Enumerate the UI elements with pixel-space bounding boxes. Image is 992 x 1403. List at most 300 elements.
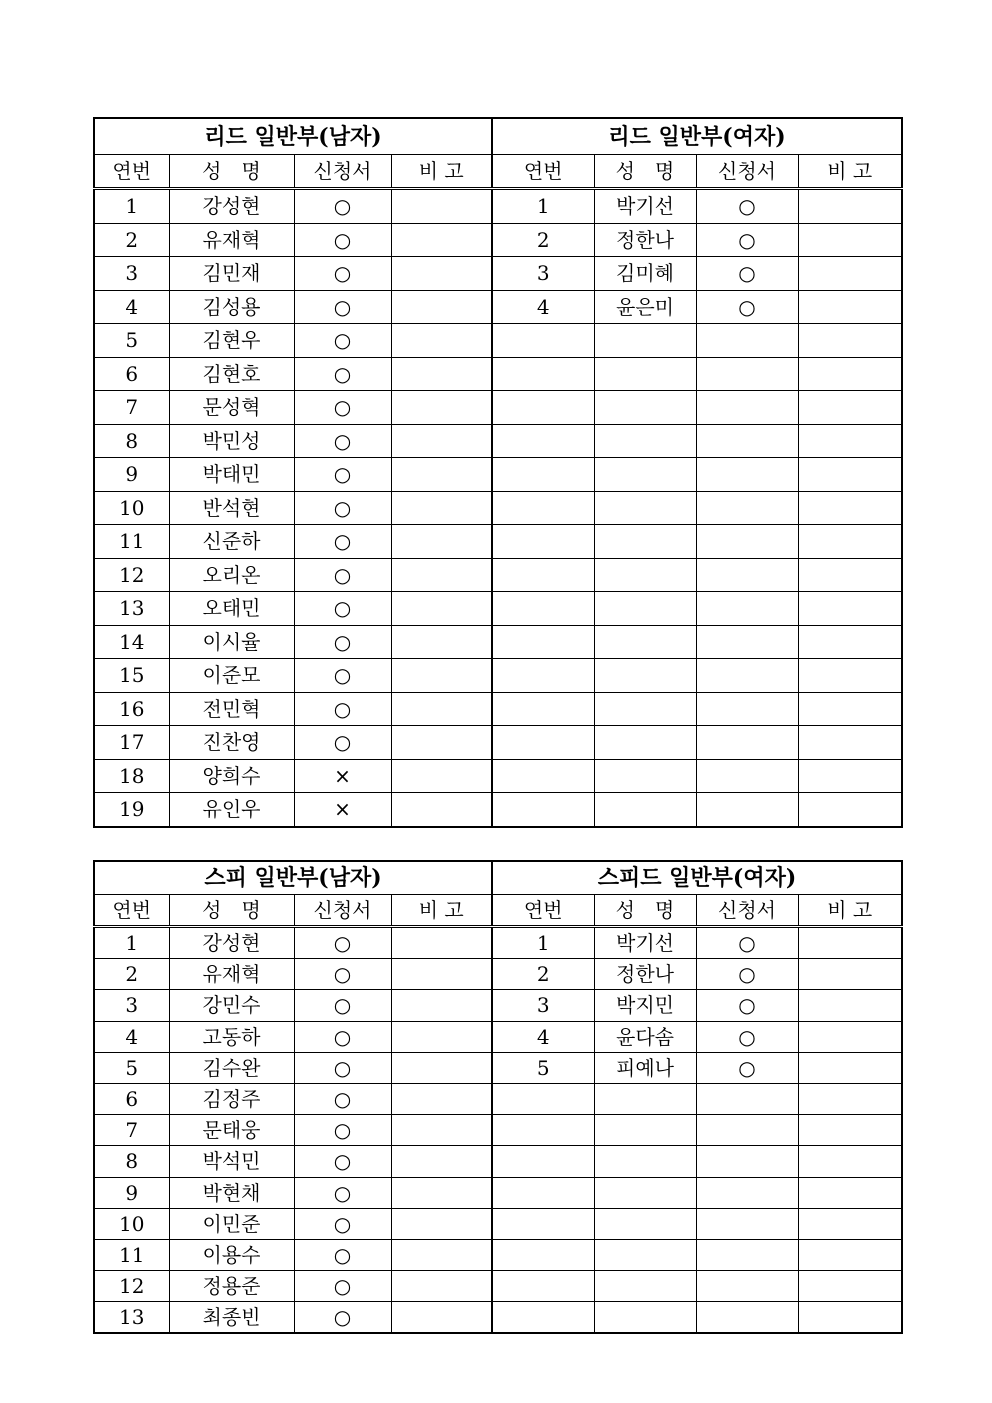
application-mark: ○: [294, 357, 391, 391]
entry-number: 18: [94, 759, 169, 793]
entry-name: 전민혁: [169, 692, 294, 726]
entry-name: 문태웅: [169, 1115, 294, 1146]
entry-name: [594, 692, 696, 726]
remarks-cell: [391, 324, 492, 358]
application-mark: ○: [294, 1083, 391, 1114]
entry-name: [594, 525, 696, 559]
women-section-title: 스피드 일반부(여자): [492, 861, 902, 895]
application-mark: [696, 1177, 798, 1208]
entry-name: 강민수: [169, 990, 294, 1021]
application-mark: ×: [294, 759, 391, 793]
entry-name: [594, 592, 696, 626]
entry-number: 1: [94, 189, 169, 224]
entry-name: 정한나: [594, 223, 696, 257]
application-mark: ○: [294, 1271, 391, 1302]
application-mark: ○: [294, 491, 391, 525]
entry-number: 12: [94, 1271, 169, 1302]
entry-number: [492, 692, 594, 726]
entry-name: 박기선: [594, 189, 696, 224]
table-row: [94, 692, 902, 726]
remarks-cell: [798, 458, 902, 492]
entry-name: 정한나: [594, 959, 696, 990]
entry-number: 2: [94, 223, 169, 257]
entry-name: [594, 1208, 696, 1239]
entry-name: [594, 1146, 696, 1177]
entry-name: 진찬영: [169, 726, 294, 760]
entry-name: [594, 1083, 696, 1114]
entry-name: 양희수: [169, 759, 294, 793]
application-mark: ○: [294, 1021, 391, 1052]
col-header-application: 신청서: [294, 895, 391, 927]
entry-name: [594, 1115, 696, 1146]
application-mark: ○: [696, 1052, 798, 1083]
entry-number: [492, 1271, 594, 1302]
table-row: [94, 257, 902, 291]
entry-name: 박태민: [169, 458, 294, 492]
entry-number: 2: [492, 959, 594, 990]
application-mark: ○: [696, 257, 798, 291]
remarks-cell: [391, 625, 492, 659]
application-mark: ○: [294, 592, 391, 626]
remarks-cell: [391, 491, 492, 525]
entry-name: 신준하: [169, 525, 294, 559]
entry-number: 9: [94, 1177, 169, 1208]
entry-name: 오리온: [169, 558, 294, 592]
remarks-cell: [798, 357, 902, 391]
table-row: [94, 726, 902, 760]
application-mark: ○: [294, 525, 391, 559]
entry-number: 5: [94, 324, 169, 358]
table-row: [94, 959, 902, 990]
remarks-cell: [798, 592, 902, 626]
entry-name: [594, 625, 696, 659]
table-row: [94, 1177, 902, 1208]
remarks-cell: [798, 927, 902, 959]
col-header-number: 연번: [492, 895, 594, 927]
entry-number: [492, 759, 594, 793]
entry-number: [492, 357, 594, 391]
entry-number: 4: [94, 290, 169, 324]
entry-name: 박기선: [594, 927, 696, 959]
remarks-cell: [391, 1177, 492, 1208]
col-header-application: 신청서: [294, 155, 391, 189]
application-mark: [696, 525, 798, 559]
table-row: [94, 759, 902, 793]
entry-number: [492, 491, 594, 525]
table-row: [94, 525, 902, 559]
entry-number: 15: [94, 659, 169, 693]
application-mark: ○: [294, 927, 391, 959]
remarks-cell: [391, 290, 492, 324]
entry-number: 13: [94, 1302, 169, 1334]
entry-name: 이시율: [169, 625, 294, 659]
entry-number: 2: [492, 223, 594, 257]
entry-number: 2: [94, 959, 169, 990]
remarks-cell: [798, 391, 902, 425]
remarks-cell: [391, 1302, 492, 1334]
entry-name: 윤은미: [594, 290, 696, 324]
entry-number: [492, 458, 594, 492]
table-row: [94, 1146, 902, 1177]
table-row: [94, 223, 902, 257]
entry-number: 3: [492, 990, 594, 1021]
entry-number: 4: [492, 290, 594, 324]
entry-name: 김민재: [169, 257, 294, 291]
application-mark: ○: [294, 1146, 391, 1177]
application-mark: ×: [294, 793, 391, 827]
entry-number: [492, 424, 594, 458]
application-mark: [696, 625, 798, 659]
entry-name: 이준모: [169, 659, 294, 693]
remarks-cell: [798, 525, 902, 559]
remarks-cell: [798, 223, 902, 257]
entry-number: 4: [94, 1021, 169, 1052]
remarks-cell: [798, 625, 902, 659]
table-row: [94, 1115, 902, 1146]
entry-number: 3: [492, 257, 594, 291]
application-mark: ○: [696, 927, 798, 959]
entry-name: [594, 1239, 696, 1270]
application-mark: [696, 1271, 798, 1302]
entry-name: 김성용: [169, 290, 294, 324]
table-row: [94, 990, 902, 1021]
entry-name: 이용수: [169, 1239, 294, 1270]
entry-number: 4: [492, 1021, 594, 1052]
remarks-cell: [391, 1146, 492, 1177]
entry-name: [594, 1302, 696, 1334]
remarks-cell: [391, 1021, 492, 1052]
entry-number: [492, 592, 594, 626]
entry-name: [594, 558, 696, 592]
entry-name: [594, 759, 696, 793]
application-mark: ○: [294, 692, 391, 726]
entry-name: 강성현: [169, 189, 294, 224]
col-header-remarks: 비 고: [798, 155, 902, 189]
entry-number: 13: [94, 592, 169, 626]
remarks-cell: [798, 793, 902, 827]
application-mark: ○: [294, 324, 391, 358]
remarks-cell: [798, 692, 902, 726]
remarks-cell: [391, 927, 492, 959]
remarks-cell: [798, 959, 902, 990]
remarks-cell: [391, 223, 492, 257]
application-mark: ○: [294, 1208, 391, 1239]
application-mark: ○: [294, 223, 391, 257]
application-mark: [696, 659, 798, 693]
application-mark: ○: [696, 290, 798, 324]
entry-number: [492, 1146, 594, 1177]
entry-name: 김미혜: [594, 257, 696, 291]
col-header-remarks: 비 고: [391, 895, 492, 927]
entry-number: [492, 1239, 594, 1270]
entry-name: 박지민: [594, 990, 696, 1021]
col-header-name: 성 명: [594, 155, 696, 189]
remarks-cell: [798, 558, 902, 592]
application-mark: ○: [294, 558, 391, 592]
application-mark: ○: [294, 189, 391, 224]
table-row: [94, 1239, 902, 1270]
remarks-cell: [391, 1115, 492, 1146]
entry-number: 7: [94, 391, 169, 425]
entry-number: 5: [94, 1052, 169, 1083]
remarks-cell: [391, 959, 492, 990]
entry-name: 정용준: [169, 1271, 294, 1302]
application-mark: [696, 391, 798, 425]
application-mark: ○: [294, 257, 391, 291]
remarks-cell: [798, 1208, 902, 1239]
entry-number: 8: [94, 424, 169, 458]
entry-name: 김현호: [169, 357, 294, 391]
remarks-cell: [391, 424, 492, 458]
entry-number: 17: [94, 726, 169, 760]
title-row: [94, 118, 902, 155]
remarks-cell: [798, 1146, 902, 1177]
application-mark: ○: [294, 290, 391, 324]
entry-number: 10: [94, 491, 169, 525]
entry-number: 16: [94, 692, 169, 726]
application-mark: ○: [294, 424, 391, 458]
entry-number: 10: [94, 1208, 169, 1239]
application-mark: [696, 759, 798, 793]
entry-number: [492, 793, 594, 827]
header-row: [94, 895, 902, 927]
application-mark: ○: [294, 1239, 391, 1270]
application-mark: [696, 1239, 798, 1270]
entry-name: 고동하: [169, 1021, 294, 1052]
table-row: [94, 189, 902, 224]
remarks-cell: [798, 1083, 902, 1114]
entry-number: 8: [94, 1146, 169, 1177]
table-row: [94, 458, 902, 492]
remarks-cell: [798, 324, 902, 358]
application-mark: ○: [294, 959, 391, 990]
table-body: [94, 118, 902, 827]
remarks-cell: [391, 1271, 492, 1302]
col-header-remarks: 비 고: [391, 155, 492, 189]
remarks-cell: [798, 189, 902, 224]
col-header-number: 연번: [492, 155, 594, 189]
remarks-cell: [391, 558, 492, 592]
remarks-cell: [798, 659, 902, 693]
women-section-title: 리드 일반부(여자): [492, 118, 902, 155]
entry-name: 윤다솜: [594, 1021, 696, 1052]
application-mark: ○: [294, 391, 391, 425]
entry-number: [492, 1208, 594, 1239]
remarks-cell: [798, 759, 902, 793]
entry-name: 오태민: [169, 592, 294, 626]
entry-number: 3: [94, 257, 169, 291]
remarks-cell: [798, 1115, 902, 1146]
remarks-cell: [798, 491, 902, 525]
table-row: [94, 927, 902, 959]
remarks-cell: [391, 1208, 492, 1239]
table-row: [94, 1302, 902, 1334]
application-mark: [696, 491, 798, 525]
application-mark: ○: [294, 1115, 391, 1146]
application-mark: ○: [294, 1177, 391, 1208]
col-header-name: 성 명: [169, 155, 294, 189]
remarks-cell: [391, 189, 492, 224]
entry-name: [594, 357, 696, 391]
remarks-cell: [391, 592, 492, 626]
entry-name: 이민준: [169, 1208, 294, 1239]
col-header-application: 신청서: [696, 895, 798, 927]
col-header-remarks: 비 고: [798, 895, 902, 927]
speed-registration-table: [93, 860, 903, 1334]
remarks-cell: [798, 1271, 902, 1302]
remarks-cell: [391, 726, 492, 760]
entry-number: 1: [492, 189, 594, 224]
entry-name: 박석민: [169, 1146, 294, 1177]
table-row: [94, 659, 902, 693]
application-mark: [696, 424, 798, 458]
remarks-cell: [391, 525, 492, 559]
application-mark: ○: [294, 1052, 391, 1083]
col-header-name: 성 명: [594, 895, 696, 927]
application-mark: [696, 558, 798, 592]
table-row: [94, 1208, 902, 1239]
remarks-cell: [798, 1052, 902, 1083]
entry-name: [594, 391, 696, 425]
entry-number: [492, 558, 594, 592]
table-row: [94, 1271, 902, 1302]
table-row: [94, 1083, 902, 1114]
entry-name: 김정주: [169, 1083, 294, 1114]
application-mark: [696, 1146, 798, 1177]
entry-number: 14: [94, 625, 169, 659]
entry-name: 유재혁: [169, 959, 294, 990]
remarks-cell: [391, 458, 492, 492]
entry-name: 박현채: [169, 1177, 294, 1208]
entry-name: [594, 793, 696, 827]
remarks-cell: [798, 257, 902, 291]
table-row: [94, 424, 902, 458]
application-mark: [696, 1208, 798, 1239]
entry-name: [594, 726, 696, 760]
col-header-number: 연번: [94, 895, 169, 927]
entry-name: 반석현: [169, 491, 294, 525]
remarks-cell: [391, 391, 492, 425]
table-row: [94, 1052, 902, 1083]
entry-name: 김현우: [169, 324, 294, 358]
table-row: [94, 625, 902, 659]
entry-name: [594, 1271, 696, 1302]
table-row: [94, 793, 902, 827]
table-row: [94, 491, 902, 525]
entry-name: 유재혁: [169, 223, 294, 257]
entry-name: 강성현: [169, 927, 294, 959]
entry-number: [492, 1177, 594, 1208]
men-section-title: 스피 일반부(남자): [94, 861, 492, 895]
entry-number: 1: [492, 927, 594, 959]
title-row: [94, 861, 902, 895]
table-row: [94, 592, 902, 626]
entry-name: [594, 458, 696, 492]
entry-number: 19: [94, 793, 169, 827]
table-row: [94, 558, 902, 592]
col-header-application: 신청서: [696, 155, 798, 189]
entry-number: [492, 391, 594, 425]
entry-number: 6: [94, 1083, 169, 1114]
table-row: [94, 357, 902, 391]
men-section-title: 리드 일반부(남자): [94, 118, 492, 155]
application-mark: [696, 324, 798, 358]
remarks-cell: [391, 659, 492, 693]
entry-number: [492, 1302, 594, 1334]
remarks-cell: [798, 424, 902, 458]
remarks-cell: [798, 1302, 902, 1334]
entry-name: [594, 491, 696, 525]
entry-number: 12: [94, 558, 169, 592]
table-body: [94, 861, 902, 1333]
col-header-name: 성 명: [169, 895, 294, 927]
entry-name: 문성혁: [169, 391, 294, 425]
entry-number: 11: [94, 1239, 169, 1270]
entry-number: [492, 659, 594, 693]
entry-name: 박민성: [169, 424, 294, 458]
entry-number: [492, 1083, 594, 1114]
remarks-cell: [391, 357, 492, 391]
remarks-cell: [391, 759, 492, 793]
entry-name: 유인우: [169, 793, 294, 827]
application-mark: ○: [696, 223, 798, 257]
application-mark: ○: [696, 1021, 798, 1052]
lead-registration-table: [93, 117, 903, 828]
table-row: [94, 1021, 902, 1052]
entry-number: [492, 625, 594, 659]
remarks-cell: [391, 1239, 492, 1270]
table-row: [94, 324, 902, 358]
application-mark: [696, 692, 798, 726]
entry-number: 9: [94, 458, 169, 492]
remarks-cell: [391, 990, 492, 1021]
entry-number: [492, 1115, 594, 1146]
remarks-cell: [798, 1177, 902, 1208]
entry-name: 최종빈: [169, 1302, 294, 1334]
entry-number: [492, 726, 594, 760]
entry-number: 3: [94, 990, 169, 1021]
application-mark: [696, 458, 798, 492]
entry-name: [594, 324, 696, 358]
application-mark: [696, 726, 798, 760]
entry-number: 5: [492, 1052, 594, 1083]
application-mark: [696, 1115, 798, 1146]
application-mark: [696, 1302, 798, 1334]
entry-number: 1: [94, 927, 169, 959]
col-header-number: 연번: [94, 155, 169, 189]
remarks-cell: [798, 1021, 902, 1052]
entry-number: 7: [94, 1115, 169, 1146]
application-mark: ○: [294, 625, 391, 659]
application-mark: [696, 357, 798, 391]
application-mark: ○: [294, 458, 391, 492]
table-row: [94, 391, 902, 425]
application-mark: ○: [294, 990, 391, 1021]
entry-number: [492, 324, 594, 358]
entry-name: 김수완: [169, 1052, 294, 1083]
application-mark: ○: [696, 189, 798, 224]
remarks-cell: [391, 793, 492, 827]
entry-name: [594, 659, 696, 693]
entry-number: 11: [94, 525, 169, 559]
entry-number: [492, 525, 594, 559]
application-mark: ○: [696, 959, 798, 990]
remarks-cell: [391, 692, 492, 726]
entry-name: [594, 1177, 696, 1208]
application-mark: ○: [294, 726, 391, 760]
remarks-cell: [391, 1083, 492, 1114]
entry-name: 피예나: [594, 1052, 696, 1083]
